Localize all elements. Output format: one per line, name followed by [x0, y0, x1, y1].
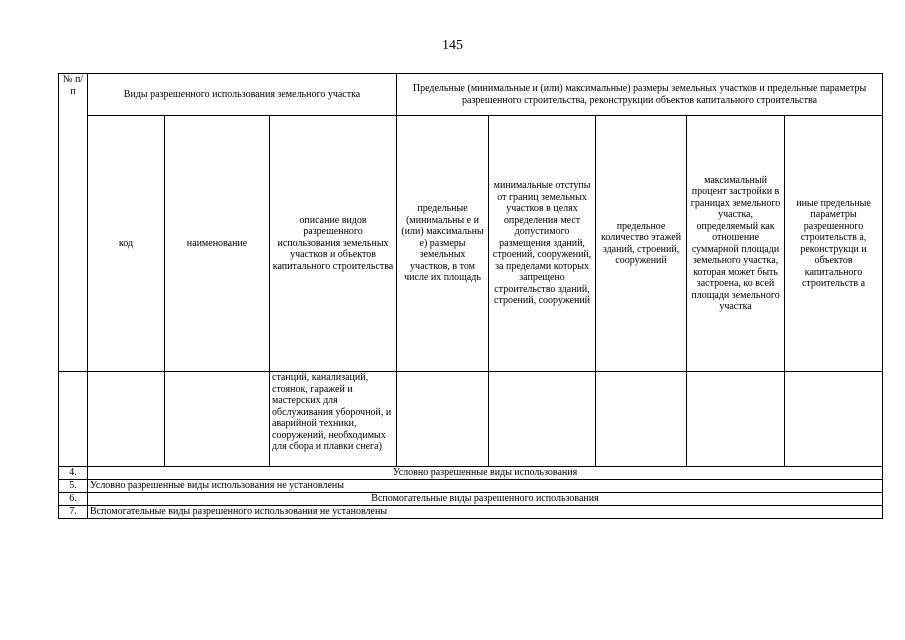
- description-cell: станций, канализаций, стоянок, гаражей и мастерских для обслуживания уборочной, и аварийной техники, сооружений, необходимых для сбора и плавки снега): [270, 372, 397, 467]
- section-heading: Вспомогательные виды разрешенного использования: [88, 493, 883, 506]
- empty-cell: [785, 372, 883, 467]
- floors-column-header: предельное количество этажей зданий, строений, сооружений: [596, 116, 687, 372]
- table-row: [59, 467, 883, 480]
- empty-cell: [397, 372, 489, 467]
- empty-cell: [596, 372, 687, 467]
- section-heading: Условно разрешенные виды использования: [88, 467, 883, 480]
- table-row: [59, 506, 883, 519]
- number-column-header: № п/п: [59, 74, 88, 372]
- table-row: [59, 372, 883, 467]
- section-text: Вспомогательные виды разрешенного использования не установлены: [88, 506, 883, 519]
- other-params-column-header: иные предельные параметры разрешенного строительств а, реконструкци и объектов капитального строительств а: [785, 116, 883, 372]
- name-column-header: наименование: [165, 116, 270, 372]
- empty-cell: [165, 372, 270, 467]
- section-text: Условно разрешенные виды использования не установлены: [88, 480, 883, 493]
- table-row: [59, 480, 883, 493]
- row-number: 6.: [59, 493, 88, 506]
- row-number: 5.: [59, 480, 88, 493]
- row-number: 7.: [59, 506, 88, 519]
- description-column-header: описание видов разрешенного использования земельных участков и объектов капитального строительства: [270, 116, 397, 372]
- setbacks-column-header: минимальные отступы от границ земельных участков в целях определения мест допустимого размещения зданий, строений, сооружений, за пределами которых запрещено строительство зданий, строений, сооружений: [489, 116, 596, 372]
- empty-cell: [489, 372, 596, 467]
- plot-sizes-column-header: предельные (минимальны е и (или) максимальны е) размеры земельных участков, в том числе их площадь: [397, 116, 489, 372]
- regulations-table: [58, 73, 883, 519]
- empty-cell: [59, 372, 88, 467]
- empty-cell: [88, 372, 165, 467]
- parameters-header: Предельные (минимальные и (или) максимальные) размеры земельных участков и предельные параметры разрешенного строительства, реконструкции объектов капитального строительства: [397, 74, 883, 116]
- page-number: 145: [442, 38, 463, 53]
- table-row: [59, 493, 883, 506]
- coverage-column-header: максимальный процент застройки в границах земельного участка, определяемый как отношение суммарной площади земельного участка, которая может быть застроена, ко всей площади земельного участка: [687, 116, 785, 372]
- empty-cell: [687, 372, 785, 467]
- permitted-uses-header: Виды разрешенного использования земельного участка: [88, 74, 397, 116]
- code-column-header: код: [88, 116, 165, 372]
- row-number: 4.: [59, 467, 88, 480]
